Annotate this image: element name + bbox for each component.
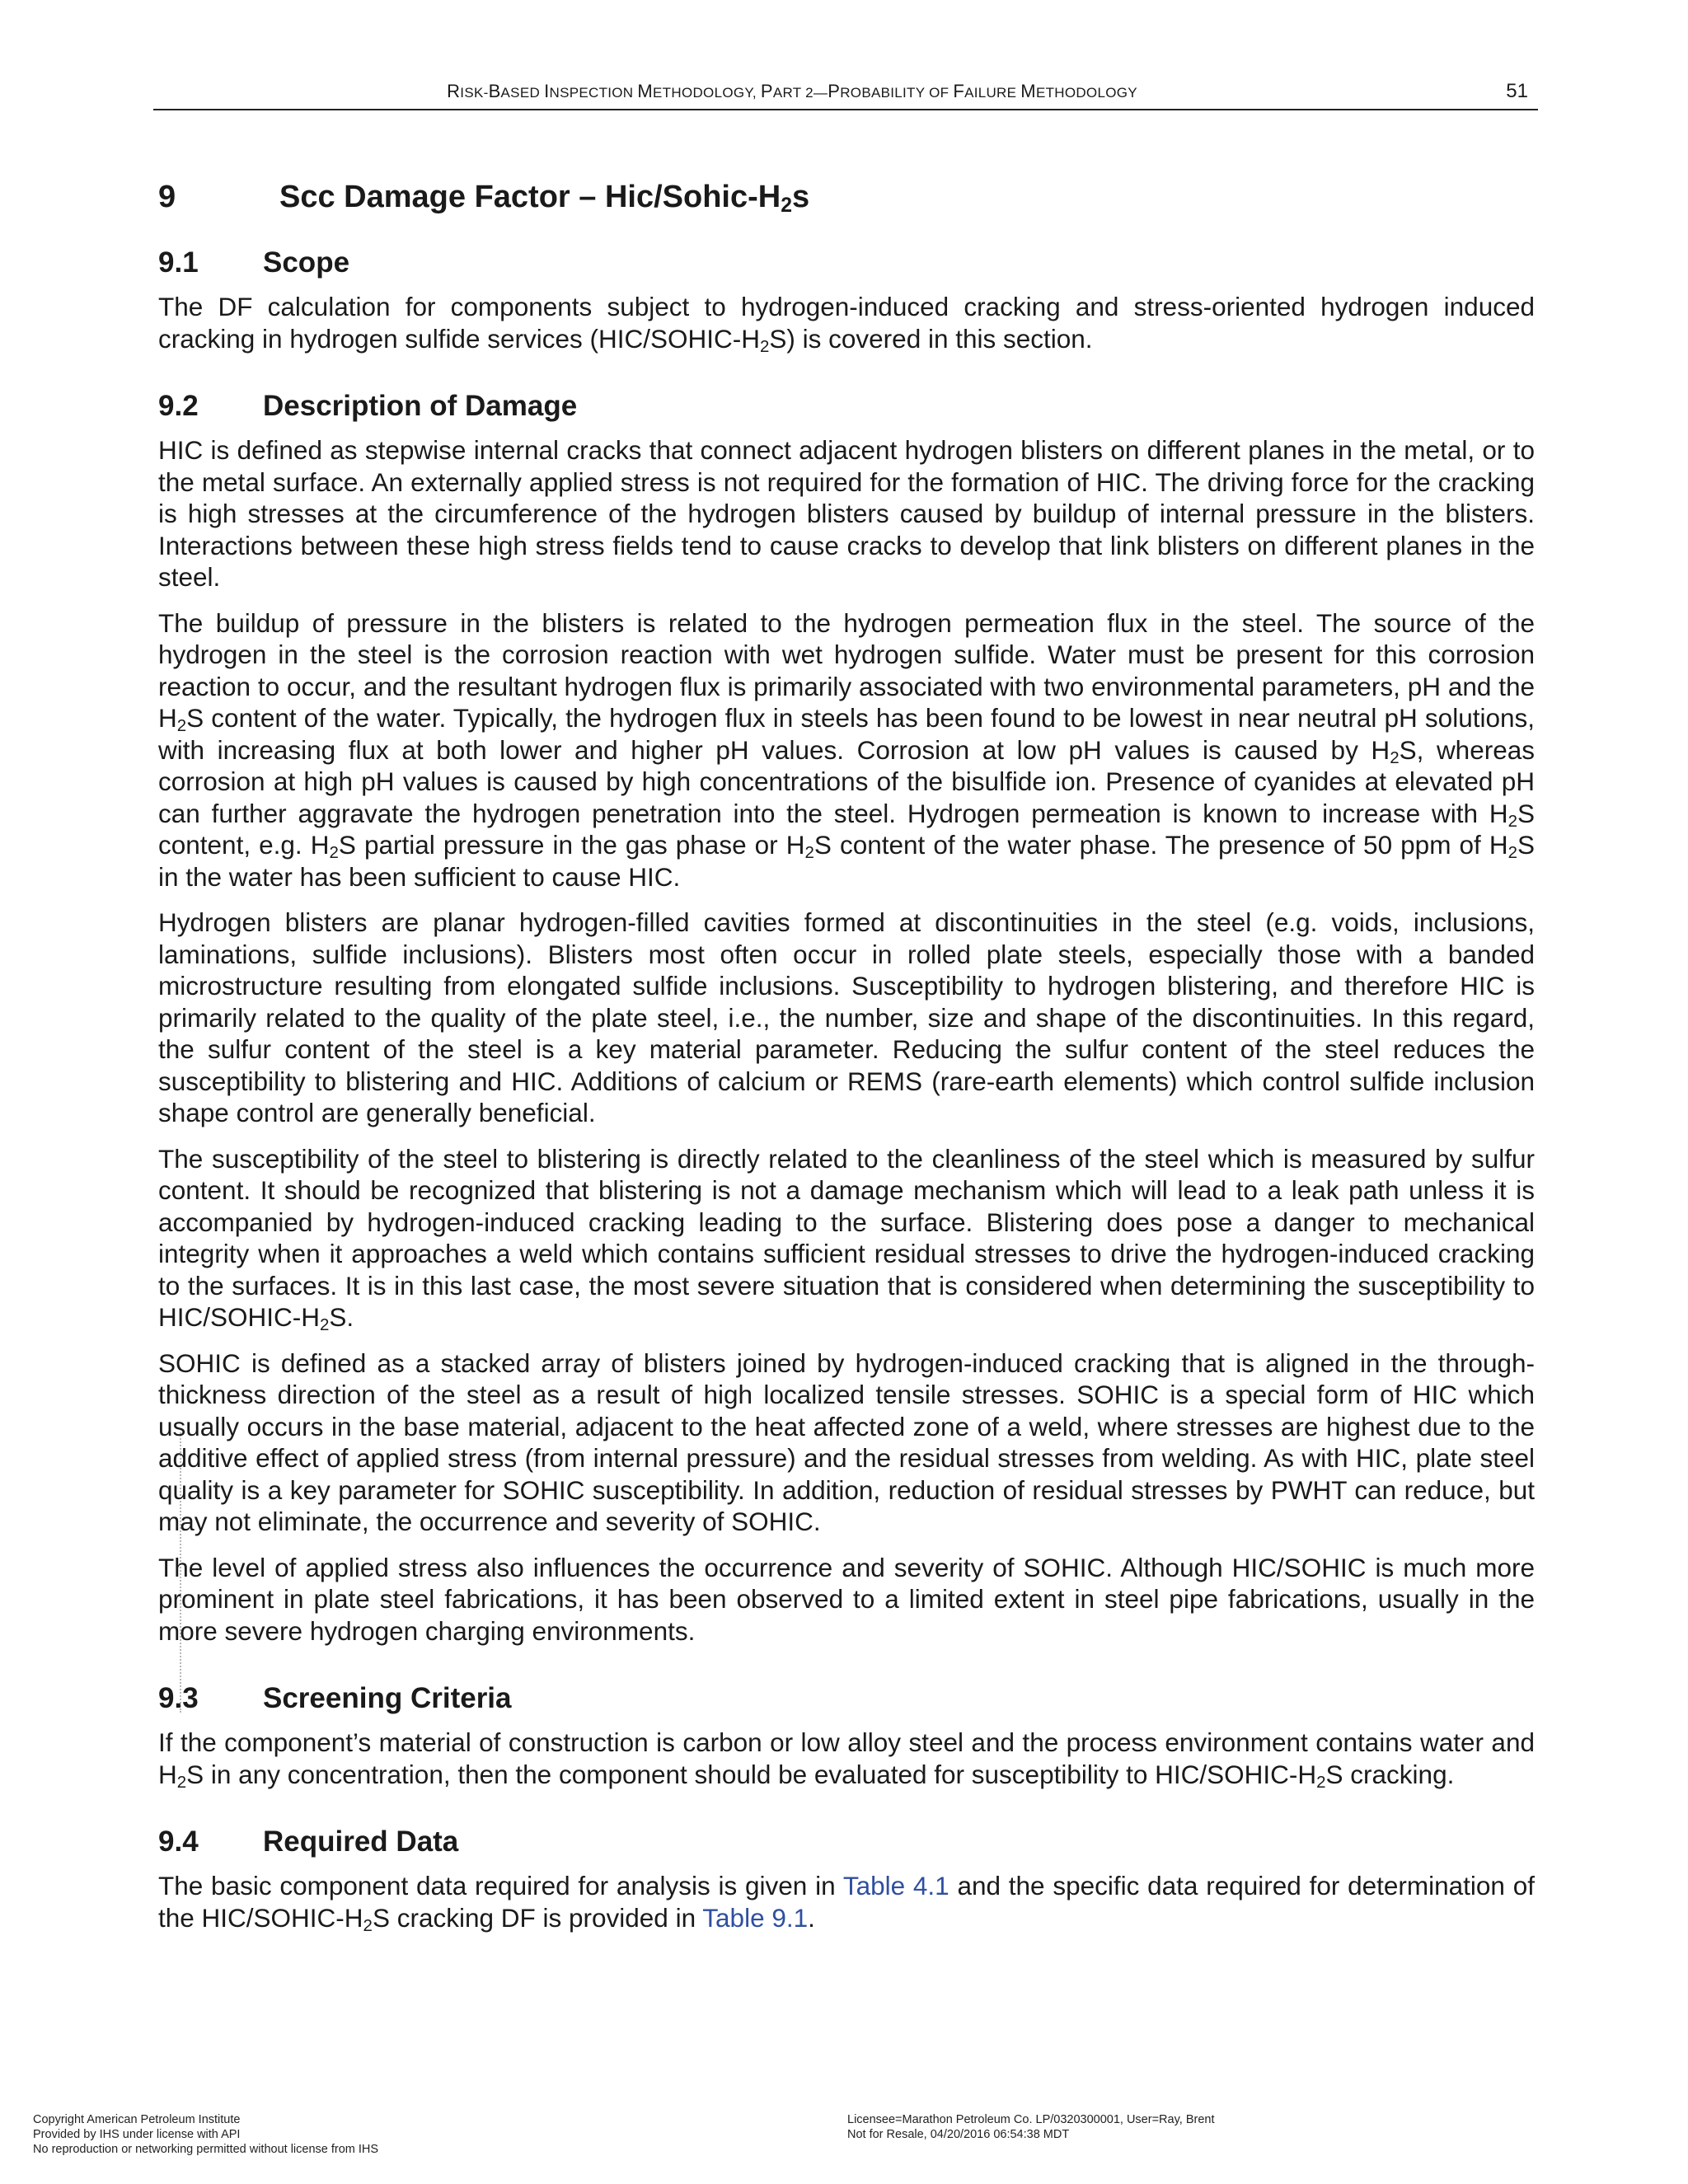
header-title: RISK-BASED INSPECTION METHODOLOGY, PART 2—PROBABILITY OF FAILURE METHODOLOGY [447,81,1137,101]
footer-copyright: Copyright American Petroleum Institute Provided by IHS under license with API No reproduction or networking permitted without license from IHS [33,2113,379,2156]
running-header [153,79,1538,110]
table-9-1-link[interactable]: Table 9.1 [702,1902,809,1933]
paragraph: The buildup of pressure in the blisters is related to the hydrogen permeation flux in the steel. The source of the hydrogen in the steel is the corrosion reaction with wet hydrogen sulfide. Water must be present for this corrosion reaction to occur, and the resultant hydrogen flux is primarily associated with two environmental parameters, pH and the $H_2S$ content of the water. Typically, the hydrogen flux in steels has been found to be lowest in near neutral pH solutions, with increasing flux at both lower and higher pH values. Corrosion at low pH values is caused by $H_2S$, whereas corrosion at high pH values is caused by high concentrations of the bisulfide ion. Presence of cyanides at elevated pH can further aggravate the hydrogen penetration into the steel. Hydrogen permeation is known to increase with $H_2S$ content, e.g. $H_2S$ partial pressure in the gas phase or $H_2S$ content of the water phase. The presence of 50 ppm of $H_2S$ in the water has been sufficient to cause HIC. [158,607,1536,892]
paragraph: The basic component data required for analysis is given in Table 4.1 and the specific data required for determination of the HIC/$SOHIC-H_2S$ cracking DF is provided in Table 9.1. [158,1871,1535,1935]
subsection-heading-scope: 9.1 Scope [158,246,350,279]
section-number: 9 [158,180,176,214]
paragraph: If the component’s material of construction is carbon or low alloy steel and the process environment contains water and $H_2S$ in any concentration, then the component should be evaluated for susceptibility to HIC/$SOHIC-H_2S$ cracking. [158,1727,1535,1792]
paragraph: Hydrogen blisters are planar hydrogen-filled cavities formed at discontinuities in the steel (e.g. voids, inclusions, laminations, sulfide inclusions). Blisters most often occur in rolled plate steels, especially those with a banded microstructure resulting from elongated sulfide inclusions. Susceptibility to hydrogen blistering, and therefore HIC is primarily related to the quality of the plate steel, i.e., the number, size and shape of the discontinuities. In this regard, the sulfur content of the steel is a key material parameter. Reducing the sulfur content of the steel reduces the susceptibility to blistering and HIC. Additions of calcium or REMS (rare-earth elements) which control sulfide inclusion shape control are generally beneficial. [158,907,1535,1127]
subsection-heading-screening: 9.3 Screening Criteria [158,1682,512,1714]
page-content [158,171,1535,1947]
footer-license: Licensee=Marathon Petroleum Co. LP/0320300001, User=Ray, Brent Not for Resale, 04/20/2016 06:54:38 MDT [847,2113,1215,2141]
table-4-1-link[interactable]: Table 4.1 [842,1871,950,1900]
paragraph: HIC is defined as stepwise internal cracks that connect adjacent hydrogen blisters on different planes in the metal, or to the metal surface. An externally applied stress is not required for the formation of HIC. The driving force for the cracking is high stresses at the circumference of the hydrogen blisters caused by buildup of internal pressure in the blisters. Interactions between these high stress fields tend to cause cracks to develop that link blisters on different planes in the steel. [158,435,1535,592]
section-title: Scc Damage Factor – Hic/$Sohic-H_2s$ [279,180,810,218]
paragraph: The level of applied stress also influences the occurrence and severity of SOHIC. Although HIC/SOHIC is much more prominent in plate steel fabrications, it has been observed to a limited extent in steel pipe fabrications, usually in the more severe hydrogen charging environments. [158,1552,1535,1646]
page-number: 51 [1506,80,1528,102]
paragraph: SOHIC is defined as a stacked array of blisters joined by hydrogen-induced cracking that is aligned in the through-thickness direction of the steel as a result of high localized tensile stresses. SOHIC is a special form of HIC which usually occurs in the base material, adjacent to the heat affected zone of a weld, where stresses are highest due to the additive effect of applied stress (from internal pressure) and the residual stresses from welding. As with HIC, plate steel quality is a key parameter for SOHIC susceptibility. In addition, reduction of residual stresses by PWHT can reduce, but may not eliminate, the occurrence and severity of SOHIC. [158,1347,1535,1536]
subsection-heading-required-data: 9.4 Required Data [158,1825,459,1858]
paragraph: The DF calculation for components subject to hydrogen-induced cracking and stress-oriented hydrogen induced cracking in hydrogen sulfide services $(HIC/SOHIC-H_2S)$ is covered in this section. [158,292,1535,356]
subsection-heading-description: 9.2 Description of Damage [158,390,578,422]
section-heading [158,180,1535,218]
paragraph: The susceptibility of the steel to blistering is directly related to the cleanliness of the steel which is measured by sulfur content. It should be recognized that blistering is not a damage mechanism which will lead to a leak path unless it is accompanied by hydrogen-induced cracking leading to the surface. Blistering does pose a danger to mechanical integrity when it approaches a weld which contains sufficient residual stresses to drive the hydrogen-induced cracking to the surfaces. It is in this last case, the most severe situation that is considered when determining the susceptibility to HIC/$SOHIC-H_2S$. [158,1143,1535,1335]
